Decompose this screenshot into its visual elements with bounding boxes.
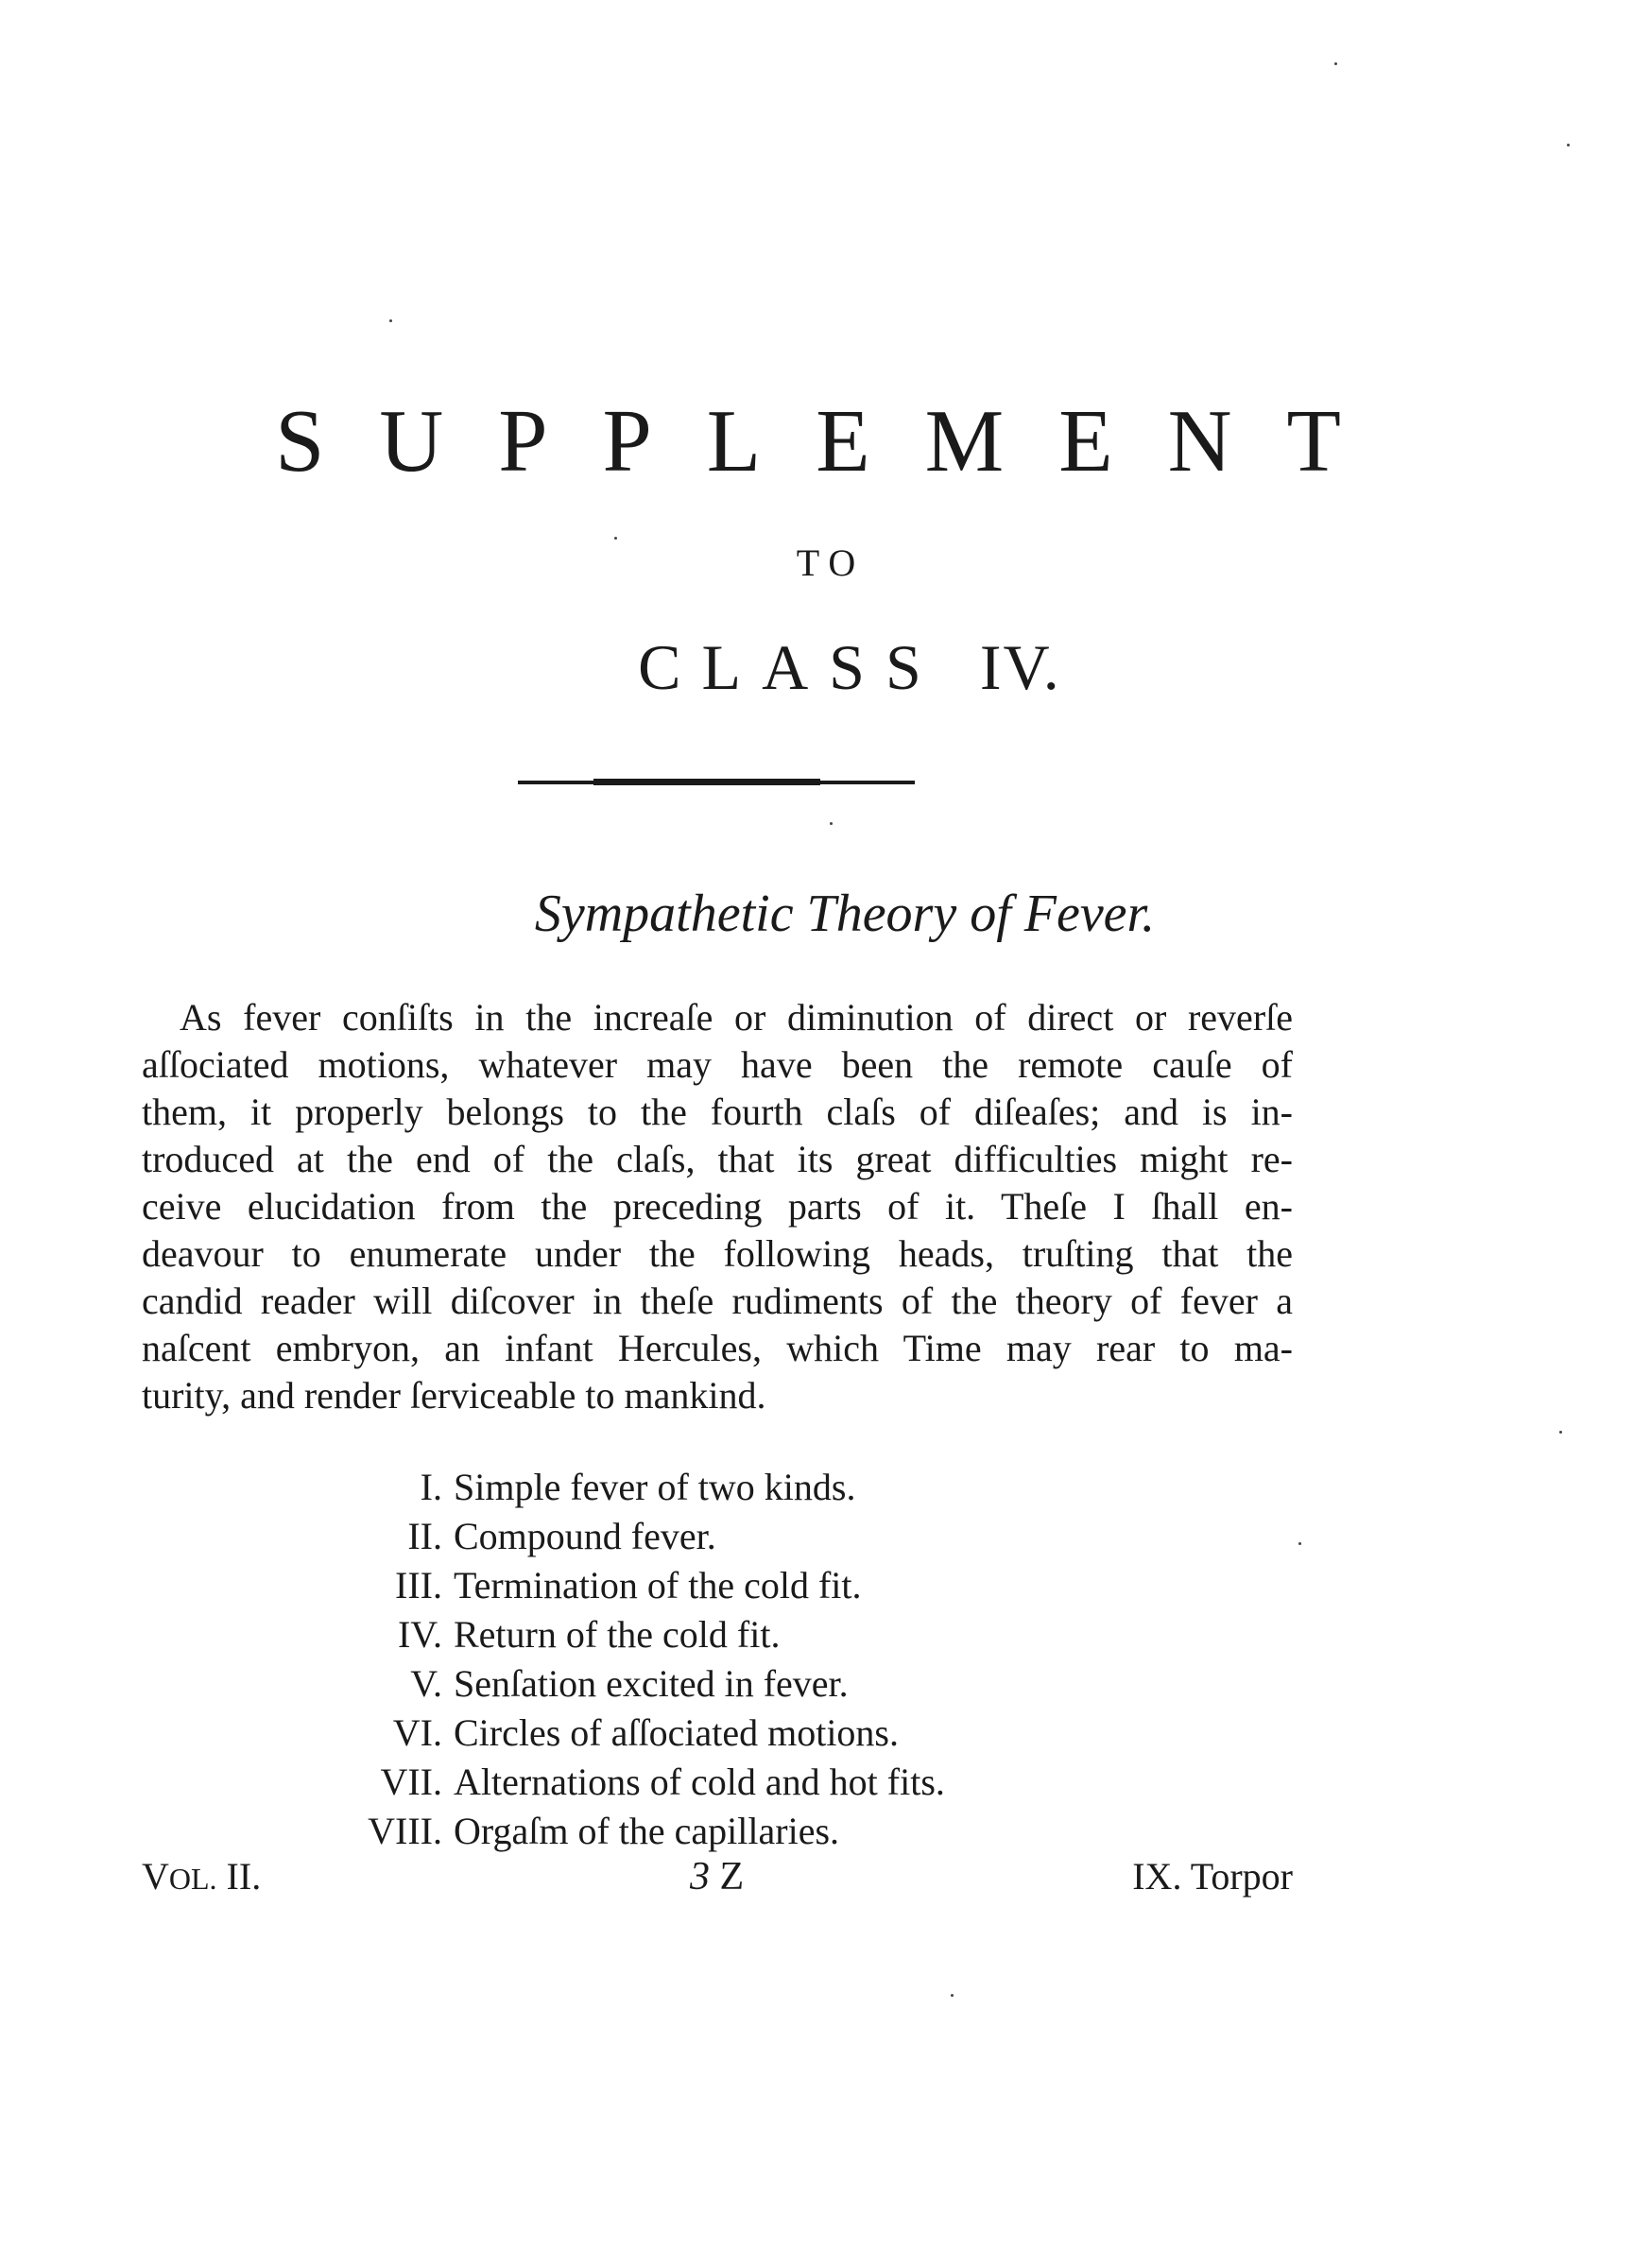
volume-smallcaps: OL. [168, 1862, 217, 1896]
class-heading [0, 631, 1633, 703]
scan-speck [1559, 1431, 1562, 1434]
paragraph-line: troduced at the end of the claſs, that its great difficulties might re- [142, 1138, 1293, 1180]
paragraph-line: deavour to enumerate under the following heads, truſting that the [142, 1232, 1293, 1275]
scan-speck [614, 537, 617, 540]
catchword: IX. Torpor [1132, 1855, 1293, 1898]
scan-speck [389, 319, 392, 322]
contents-item [331, 1512, 1181, 1561]
scan-speck [1334, 62, 1337, 65]
contents-text: Compound fever. [454, 1515, 716, 1557]
contents-text: Termination of the cold fit. [454, 1564, 862, 1606]
ornamental-rule [518, 781, 915, 784]
scan-speck [830, 822, 833, 825]
class-word: CLASS [638, 631, 942, 703]
contents-item [331, 1758, 1181, 1807]
contents-item [331, 1561, 1181, 1610]
volume-label [142, 1850, 261, 1905]
scan-speck [1567, 144, 1570, 146]
signature-letter: Z [719, 1855, 745, 1899]
contents-number: VIII. [368, 1810, 442, 1852]
contents-text: Senſation excited in fever. [454, 1662, 849, 1705]
section-subtitle: Sympathetic Theory of Fever. [534, 885, 1156, 943]
paragraph-line: turity, and render ſerviceable to mankind. [142, 1374, 766, 1417]
contents-number: VII. [380, 1761, 442, 1803]
contents-number: I. [420, 1466, 442, 1508]
contents-text: Alternations of cold and hot fits. [454, 1761, 945, 1803]
volume-prefix: V [142, 1855, 169, 1898]
contents-item [331, 1709, 1181, 1758]
contents-item [331, 1807, 1181, 1856]
contents-item [331, 1610, 1181, 1659]
contents-number: II. [407, 1515, 442, 1557]
page-title: SUPPLEMENT [275, 392, 1396, 490]
volume-number: II. [226, 1855, 262, 1898]
contents-number: V. [410, 1662, 442, 1705]
contents-item [331, 1463, 1181, 1512]
contents-number: III. [395, 1564, 442, 1606]
paragraph-line: candid reader will diſcover in theſe rudiments of the theory of fever a [142, 1280, 1293, 1322]
paragraph-line: aſſociated motions, whatever may have been the remote cauſe of [142, 1043, 1293, 1086]
contents-text: Orgaſm of the capillaries. [454, 1810, 840, 1852]
contents-number: IV. [397, 1613, 442, 1656]
contents-item [331, 1659, 1181, 1709]
intro-paragraph [142, 994, 1293, 1419]
page-footer [142, 1850, 1293, 1903]
paragraph-line: ceive elucidation from the preceding parts of it. Theſe I ſhall en- [142, 1185, 1293, 1228]
paragraph-line: As fever conſiſts in the increaſe or diminution of direct or reverſe [180, 996, 1293, 1039]
signature-mark [690, 1850, 744, 1903]
contents-list [331, 1463, 1181, 1856]
contents-number: VI. [392, 1711, 442, 1754]
paragraph-line: them, it properly belongs to the fourth claſs of diſeaſes; and is in- [142, 1091, 1293, 1133]
class-number: IV. [979, 631, 1061, 703]
scan-speck [1298, 1542, 1301, 1545]
scan-speck [951, 1994, 954, 1997]
contents-text: Circles of aſſociated motions. [454, 1711, 899, 1754]
title-connector: TO [796, 541, 866, 584]
contents-text: Return of the cold fit. [454, 1613, 781, 1656]
ornamental-rule-center [593, 779, 820, 785]
paragraph-line: naſcent embryon, an infant Hercules, which Time may rear to ma- [142, 1327, 1293, 1369]
signature-number: 3 [690, 1855, 710, 1899]
contents-text: Simple fever of two kinds. [454, 1466, 856, 1508]
